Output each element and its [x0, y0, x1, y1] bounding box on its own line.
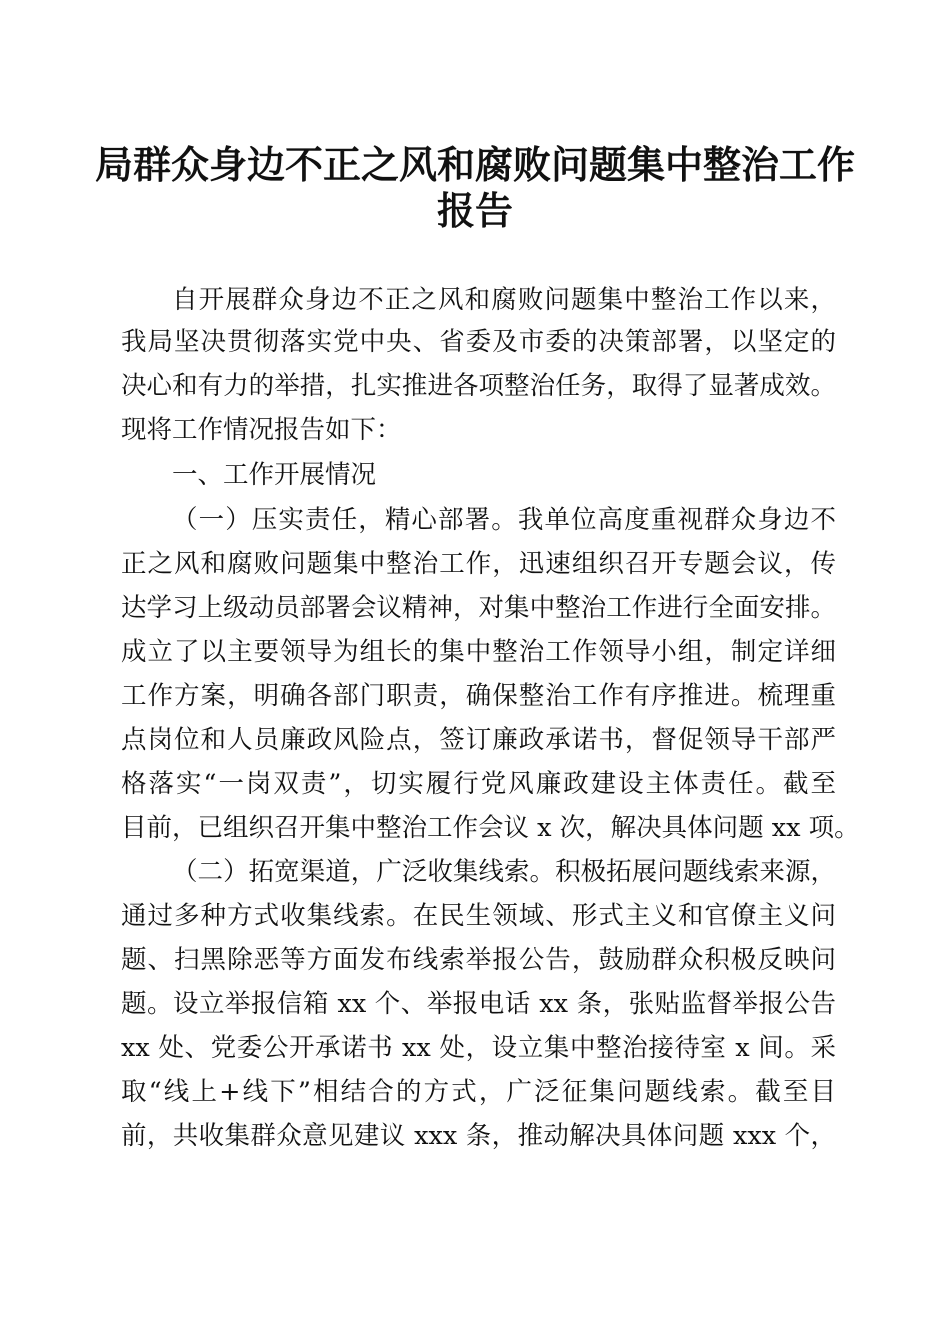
subsection-1-line: 工作方案，明确各部门职责，确保整治工作有序推进。梳理重 [121, 681, 836, 711]
section-heading: 一、工作开展情况 [172, 460, 377, 490]
document-title-line-2: 报告 [436, 188, 513, 233]
subsection-1-line: 点岗位和人员廉政风险点，签订廉政承诺书，督促领导干部严 [121, 725, 836, 755]
subsection-1-line: 正之风和腐败问题集中整治工作，迅速组织召开专题会议，传 [121, 549, 836, 579]
subsection-2-line: 题。设立举报信箱 xx 个、举报电话 xx 条，张贴监督举报公告 [121, 989, 836, 1019]
subsection-1-line: 格落实“一岗双责”，切实履行党风廉政建设主体责任。截至 [121, 769, 836, 799]
subsection-2-line: 前，共收集群众意见建议 xxx 条，推动解决具体问题 xxx 个， [121, 1121, 836, 1151]
intro-line: 我局坚决贯彻落实党中央、省委及市委的决策部署，以坚定的 [121, 327, 836, 357]
intro-line: 决心和有力的举措，扎实推进各项整治任务，取得了显著成效。 [121, 371, 836, 401]
intro-line: 自开展群众身边不正之风和腐败问题集中整治工作以来， [172, 285, 836, 315]
subsection-2-line: 取“线上+线下”相结合的方式，广泛征集问题线索。截至目 [121, 1077, 836, 1107]
subsection-2-line: xx 处、党委公开承诺书 xx 处，设立集中整治接待室 x 间。采 [121, 1033, 836, 1063]
subsection-1-line: 目前，已组织召开集中整治工作会议 x 次，解决具体问题 xx 项。 [121, 813, 860, 843]
intro-line: 现将工作情况报告如下： [121, 415, 402, 445]
subsection-2-line: 通过多种方式收集线索。在民生领域、形式主义和官僚主义问 [121, 901, 836, 931]
subsection-1-line: 达学习上级动员部署会议精神，对集中整治工作进行全面安排。 [121, 593, 836, 623]
document-title-line-1: 局群众身边不正之风和腐败问题集中整治工作 [94, 142, 855, 187]
subsection-1-line: 成立了以主要领导为组长的集中整治工作领导小组，制定详细 [121, 637, 836, 667]
subsection-2-line: （二）拓宽渠道，广泛收集线索。积极拓展问题线索来源， [172, 857, 836, 887]
subsection-2-line: 题、扫黑除恶等方面发布线索举报公告，鼓励群众积极反映问 [121, 945, 836, 975]
subsection-1-line: （一）压实责任，精心部署。我单位高度重视群众身边不 [172, 505, 836, 535]
